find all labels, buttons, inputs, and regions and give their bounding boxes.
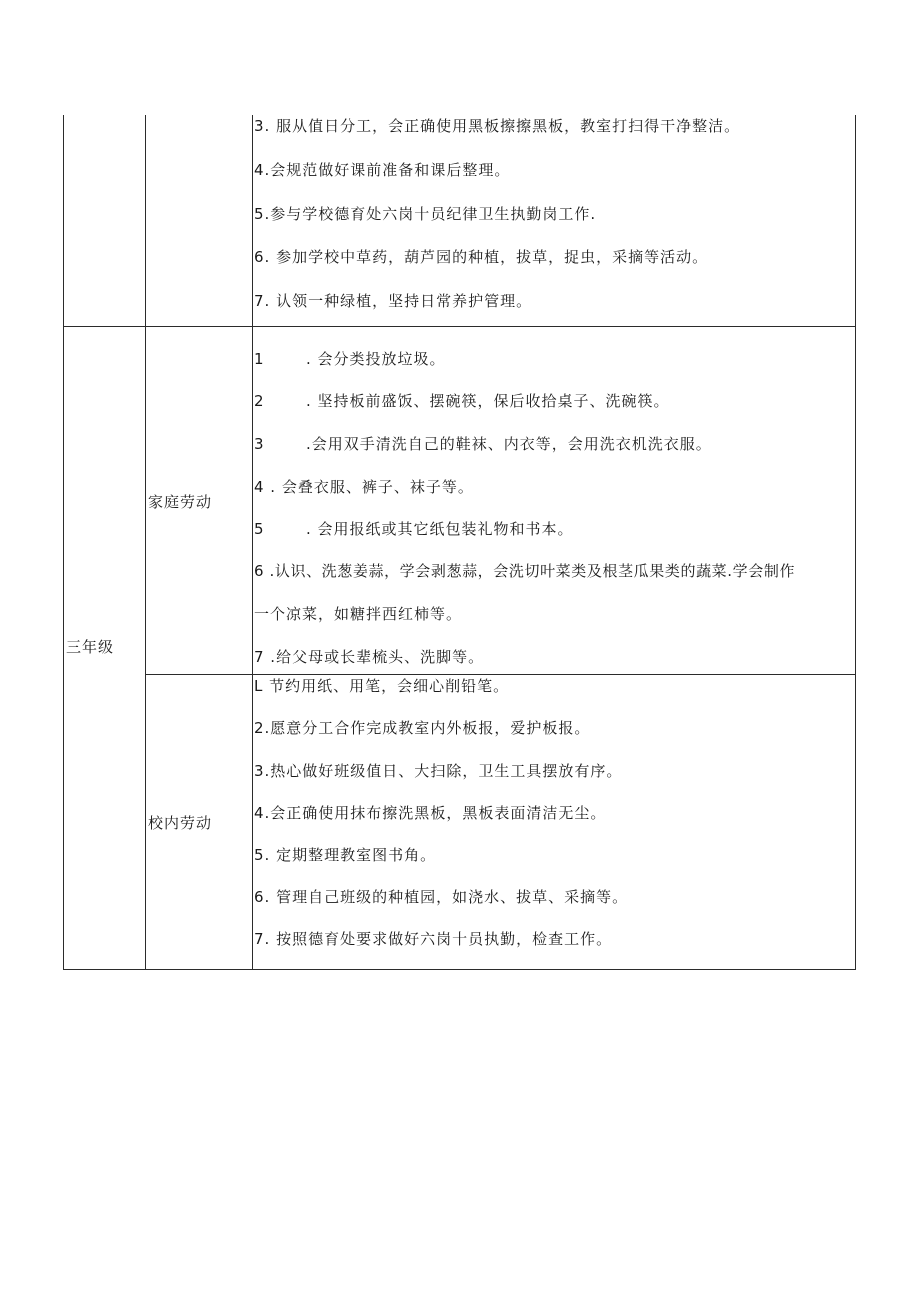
list-item	[254, 519, 574, 539]
table-border-left	[63, 115, 64, 970]
item-number: 2	[254, 392, 265, 410]
list-item: 6. 管理自己班级的种植园，如浇水、拔草、采摘等。	[254, 888, 629, 906]
list-item: 一个凉菜，如糖拌西红柿等。	[254, 605, 463, 623]
list-item	[254, 349, 446, 369]
list-item: 4 . 会叠衣服、裤子、袜子等。	[254, 478, 474, 496]
table-divider-category	[252, 115, 253, 970]
item-text: . 会分类投放垃圾。	[306, 350, 446, 368]
list-item	[254, 391, 670, 411]
list-item: 3. 服从值日分工，会正确使用黑板擦擦黑板，教室打扫得干净整洁。	[254, 117, 741, 135]
table-divider-grade	[145, 115, 146, 970]
row-divider-grade	[63, 326, 856, 327]
list-item: 4.会正确使用抹布擦洗黑板，黑板表面清洁无尘。	[254, 804, 607, 822]
item-number: 1	[254, 350, 265, 368]
list-item: 2.愿意分工合作完成教室内外板报，爱护板报。	[254, 719, 591, 737]
item-text: . 会用报纸或其它纸包装礼物和书本。	[306, 520, 574, 538]
home-labor-label: 家庭劳动	[148, 493, 213, 511]
row-divider-category	[145, 674, 856, 675]
list-item: 6 .认识、洗葱姜蒜，学会剥葱蒜，会洗切叶菜类及根茎瓜果类的蔬菜.学会制作	[254, 562, 796, 580]
item-text: . 坚持板前盛饭、摆碗筷，保后收拾桌子、洗碗筷。	[306, 392, 670, 410]
school-labor-label: 校内劳动	[148, 814, 213, 832]
list-item: 5. 定期整理教室图书角。	[254, 846, 437, 864]
grade-label: 三年级	[66, 638, 115, 656]
item-text: .会用双手清洗自己的鞋袜、内衣等，会用洗衣机洗衣服。	[306, 435, 712, 453]
table-border-right	[855, 115, 856, 970]
list-item: 7. 认领一种绿植，坚持日常养护管理。	[254, 292, 533, 310]
list-item: 6. 参加学校中草药，葫芦园的种植，拔草，捉虫，采摘等活动。	[254, 248, 709, 266]
list-item: 4.会规范做好课前准备和课后整理。	[254, 161, 511, 179]
item-number: 3	[254, 435, 265, 453]
list-item	[254, 434, 712, 454]
list-item: 3.热心做好班级值日、大扫除，卫生工具摆放有序。	[254, 762, 623, 780]
list-item: 7. 按照德育处要求做好六岗十员执勤，检查工作。	[254, 930, 613, 948]
table-border-bottom	[63, 969, 856, 970]
list-item: 7 .给父母或长辈梳头、洗脚等。	[254, 648, 485, 666]
list-item: L 节约用纸、用笔，会细心削铅笔。	[254, 677, 510, 695]
item-number: 5	[254, 520, 265, 538]
list-item: 5.参与学校德育处六岗十员纪律卫生执勤岗工作.	[254, 205, 597, 223]
